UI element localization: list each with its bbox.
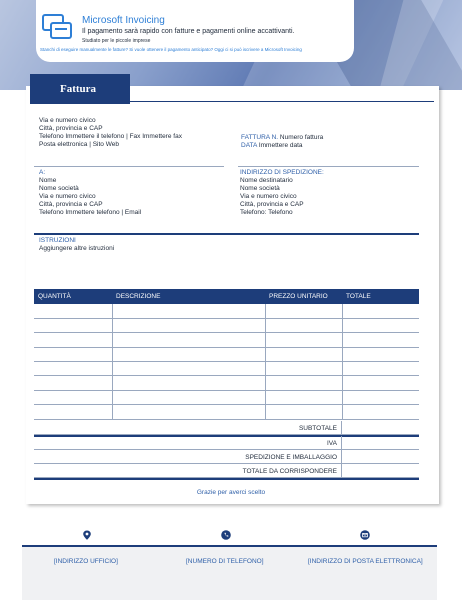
- table-row[interactable]: [34, 362, 419, 376]
- thanks-message: Grazie per averci scelto: [196, 489, 266, 496]
- sender-email-web[interactable]: Posta elettronica | Sito Web: [39, 141, 119, 148]
- invoice-date-value[interactable]: Immettere data: [258, 142, 303, 149]
- ship-company[interactable]: Nome società: [240, 185, 280, 192]
- tax-value[interactable]: [341, 436, 419, 450]
- tax-row: [34, 436, 419, 450]
- promo-signup-link[interactable]: Stanchi di eseguire manualmente le fatture? Si vuole ottenere il pagamento anticipato? Oggi ci si può iscrivere a Microsoft Invoicing: [40, 47, 302, 52]
- table-row[interactable]: [34, 347, 419, 361]
- ship-city[interactable]: Città, provincia e CAP: [240, 201, 304, 208]
- items-table: [34, 289, 419, 420]
- to-label: A:: [39, 169, 46, 176]
- sender-street[interactable]: Via e numero civico: [39, 117, 96, 124]
- email-icon: [360, 530, 370, 540]
- to-name[interactable]: Nome: [39, 177, 57, 184]
- column-quantity: QUANTITÀ: [34, 289, 112, 304]
- subtotal-value[interactable]: [341, 421, 419, 435]
- table-row[interactable]: [34, 304, 419, 318]
- table-row[interactable]: [34, 390, 419, 404]
- phone-icon: [221, 530, 231, 540]
- invoice-number-label: FATTURA N.: [241, 134, 279, 141]
- instructions-label: ISTRUZIONI: [39, 237, 76, 244]
- subtotal-row: [34, 421, 419, 435]
- promo-subtitle: Il pagamento sarà rapido con fatture e pagamenti online accattivanti.: [82, 28, 295, 35]
- map-pin-icon: [82, 530, 92, 540]
- ship-recipient[interactable]: Nome destinatario: [240, 177, 293, 184]
- promo-tagline: Studiato per le piccole imprese: [82, 38, 151, 44]
- sender-phone-fax[interactable]: Telefono Immettere il telefono | Fax Immettere fax: [39, 133, 182, 140]
- ship-street[interactable]: Via e numero civico: [240, 193, 297, 200]
- invoicing-logo-icon: [42, 14, 72, 40]
- footer-phone-number[interactable]: [NUMERO DI TELEFONO]: [186, 558, 264, 565]
- total-due-value[interactable]: [341, 464, 419, 478]
- invoice-date-label: DATA: [241, 142, 258, 149]
- ship-phone[interactable]: Telefono: Telefono: [240, 209, 293, 216]
- to-company[interactable]: Nome società: [39, 185, 79, 192]
- invoice-title: Fattura: [60, 83, 97, 95]
- column-description: DESCRIZIONE: [112, 289, 265, 304]
- column-unit-price: PREZZO UNITARIO: [265, 289, 342, 304]
- to-divider: [34, 166, 224, 167]
- table-row[interactable]: [34, 376, 419, 390]
- table-row[interactable]: [34, 318, 419, 332]
- shipping-row: [34, 450, 419, 464]
- footer-office-address[interactable]: [INDIRIZZO UFFICIO]: [54, 558, 118, 565]
- ship-divider: [238, 166, 419, 167]
- shipping-value[interactable]: [341, 450, 419, 464]
- column-total: TOTALE: [342, 289, 419, 304]
- total-rule: [34, 478, 419, 480]
- subtotal-label: SUBTOTALE: [298, 425, 337, 432]
- sender-city[interactable]: Città, provincia e CAP: [39, 125, 103, 132]
- to-street[interactable]: Via e numero civico: [39, 193, 96, 200]
- footer-background: [22, 547, 437, 600]
- instructions-text[interactable]: Aggiungere altre istruzioni: [39, 245, 115, 252]
- ship-label: INDIRIZZO DI SPEDIZIONE:: [240, 169, 324, 176]
- total-due-label: TOTALE DA CORRISPONDERE: [242, 468, 337, 475]
- table-row[interactable]: [34, 333, 419, 347]
- promo-title: Microsoft Invoicing: [82, 15, 165, 26]
- shipping-label: SPEDIZIONE E IMBALLAGGIO: [245, 454, 337, 461]
- tax-label: IVA: [327, 440, 337, 447]
- total-due-row: [34, 464, 419, 478]
- to-city[interactable]: Città, provincia e CAP: [39, 201, 103, 208]
- table-row[interactable]: [34, 405, 419, 419]
- instructions-rule: [34, 233, 419, 235]
- title-rule: [130, 101, 434, 102]
- to-phone-email[interactable]: Telefono Immettere telefono | Email: [39, 209, 142, 216]
- invoice-number-value[interactable]: Numero fattura: [279, 134, 324, 141]
- footer-email-address[interactable]: [INDIRIZZO DI POSTA ELETTRONICA]: [308, 558, 423, 565]
